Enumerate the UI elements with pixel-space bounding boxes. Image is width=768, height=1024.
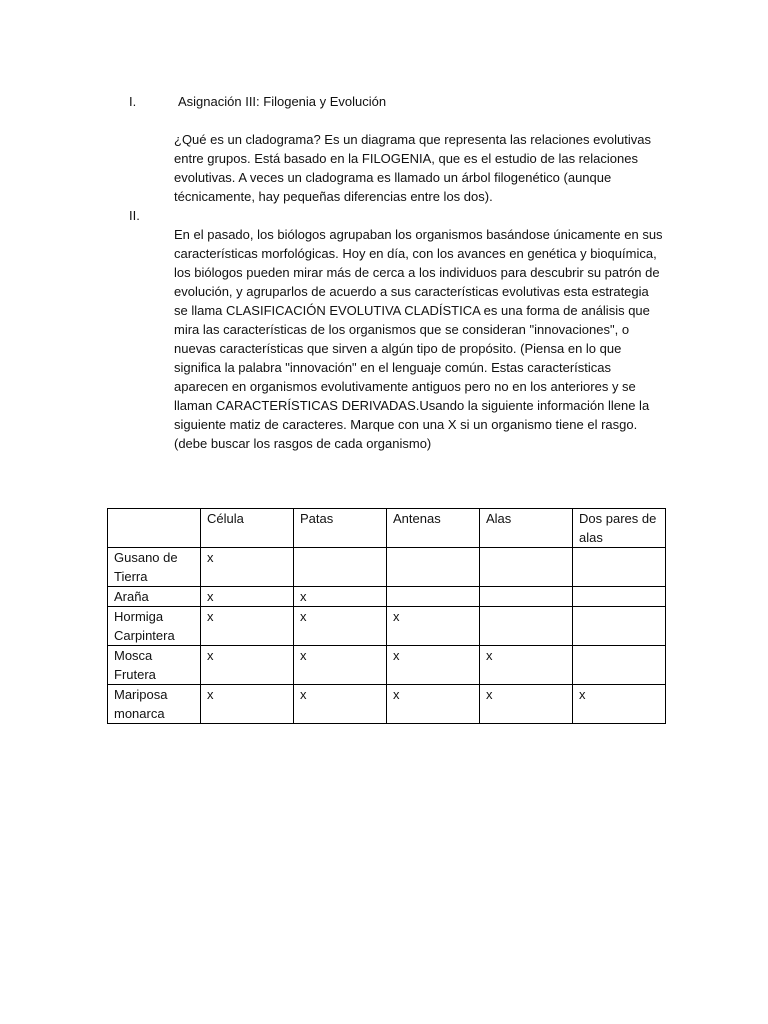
trait-cell [480, 587, 573, 607]
trait-cell: x [480, 685, 573, 724]
trait-cell: x [201, 685, 294, 724]
trait-cell: x [201, 646, 294, 685]
trait-cell: x [480, 646, 573, 685]
character-matrix-table [107, 508, 666, 724]
trait-cell [387, 548, 480, 587]
organism-name-cell: Mariposa monarca [108, 685, 201, 724]
cladistics-explanation-paragraph: En el pasado, los biólogos agrupaban los organismos basándose únicamente en sus características morfológicas. Hoy en día, con los avances en genética y bioquímica, los biólogos pueden mirar más de cerca a los individuos para descubrir su patrón de evolución, y agruparlos de acuerdo a sus características evolutivas esta estrategia se llama CLASIFICACIÓN EVOLUTIVA CLADÍSTICA es una forma de análisis que mira las características de los organismos que se consideran "innovaciones", o nuevas características que sirven a algún tipo de propósito. (Piensa en lo que significa la palabra "innovación" en el lenguaje común. Estas características aparecen en organismos evolutivamente antiguos pero no en los anteriores y se llaman CARACTERÍSTICAS DERIVADAS.Usando la siguiente información llene la siguiente matiz de caracteres. Marque con una X si un organismo tiene el rasgo. (debe buscar los rasgos de cada organismo) [174, 227, 663, 451]
trait-cell [573, 607, 666, 646]
trait-cell [480, 548, 573, 587]
trait-cell: x [294, 646, 387, 685]
assignment-title: Asignación III: Filogenia y Evolución [178, 94, 387, 109]
trait-cell [294, 548, 387, 587]
organism-name-cell: Mosca Frutera [108, 646, 201, 685]
cladogram-definition-paragraph: ¿Qué es un cladograma? Es un diagrama que representa las relaciones evolutivas entre grupos. Está basado en la FILOGENIA, que es el estudio de las relaciones evolutivas. A veces un cladograma es llamado un árbol filogenético (aunque técnicamente, hay pequeñas diferencias entre los dos). [174, 132, 651, 204]
trait-cell: x [294, 685, 387, 724]
header-cell-dos-pares-de-alas: Dos pares de alas [573, 509, 666, 548]
table-row [108, 587, 666, 607]
trait-cell: x [573, 685, 666, 724]
trait-cell: x [387, 685, 480, 724]
header-cell-celula: Célula [201, 509, 294, 548]
header-cell-empty [108, 509, 201, 548]
header-cell-alas: Alas [480, 509, 573, 548]
trait-cell: x [201, 587, 294, 607]
trait-cell: x [387, 646, 480, 685]
organism-name-cell: Gusano de Tierra [108, 548, 201, 587]
table-row [108, 685, 666, 724]
trait-cell: x [201, 548, 294, 587]
header-cell-antenas: Antenas [387, 509, 480, 548]
table-row [108, 548, 666, 587]
table-header-row [108, 509, 666, 548]
section-numeral-1: I. [129, 94, 137, 109]
organism-name-cell: Araña [108, 587, 201, 607]
trait-cell [387, 587, 480, 607]
trait-cell [573, 587, 666, 607]
trait-cell: x [387, 607, 480, 646]
trait-cell: x [294, 607, 387, 646]
table-row [108, 607, 666, 646]
table-row [108, 646, 666, 685]
trait-cell: x [294, 587, 387, 607]
trait-cell [573, 548, 666, 587]
trait-cell [480, 607, 573, 646]
header-cell-patas: Patas [294, 509, 387, 548]
trait-cell: x [201, 607, 294, 646]
trait-cell [573, 646, 666, 685]
organism-name-cell: Hormiga Carpintera [108, 607, 201, 646]
section-numeral-2: II. [129, 208, 140, 223]
